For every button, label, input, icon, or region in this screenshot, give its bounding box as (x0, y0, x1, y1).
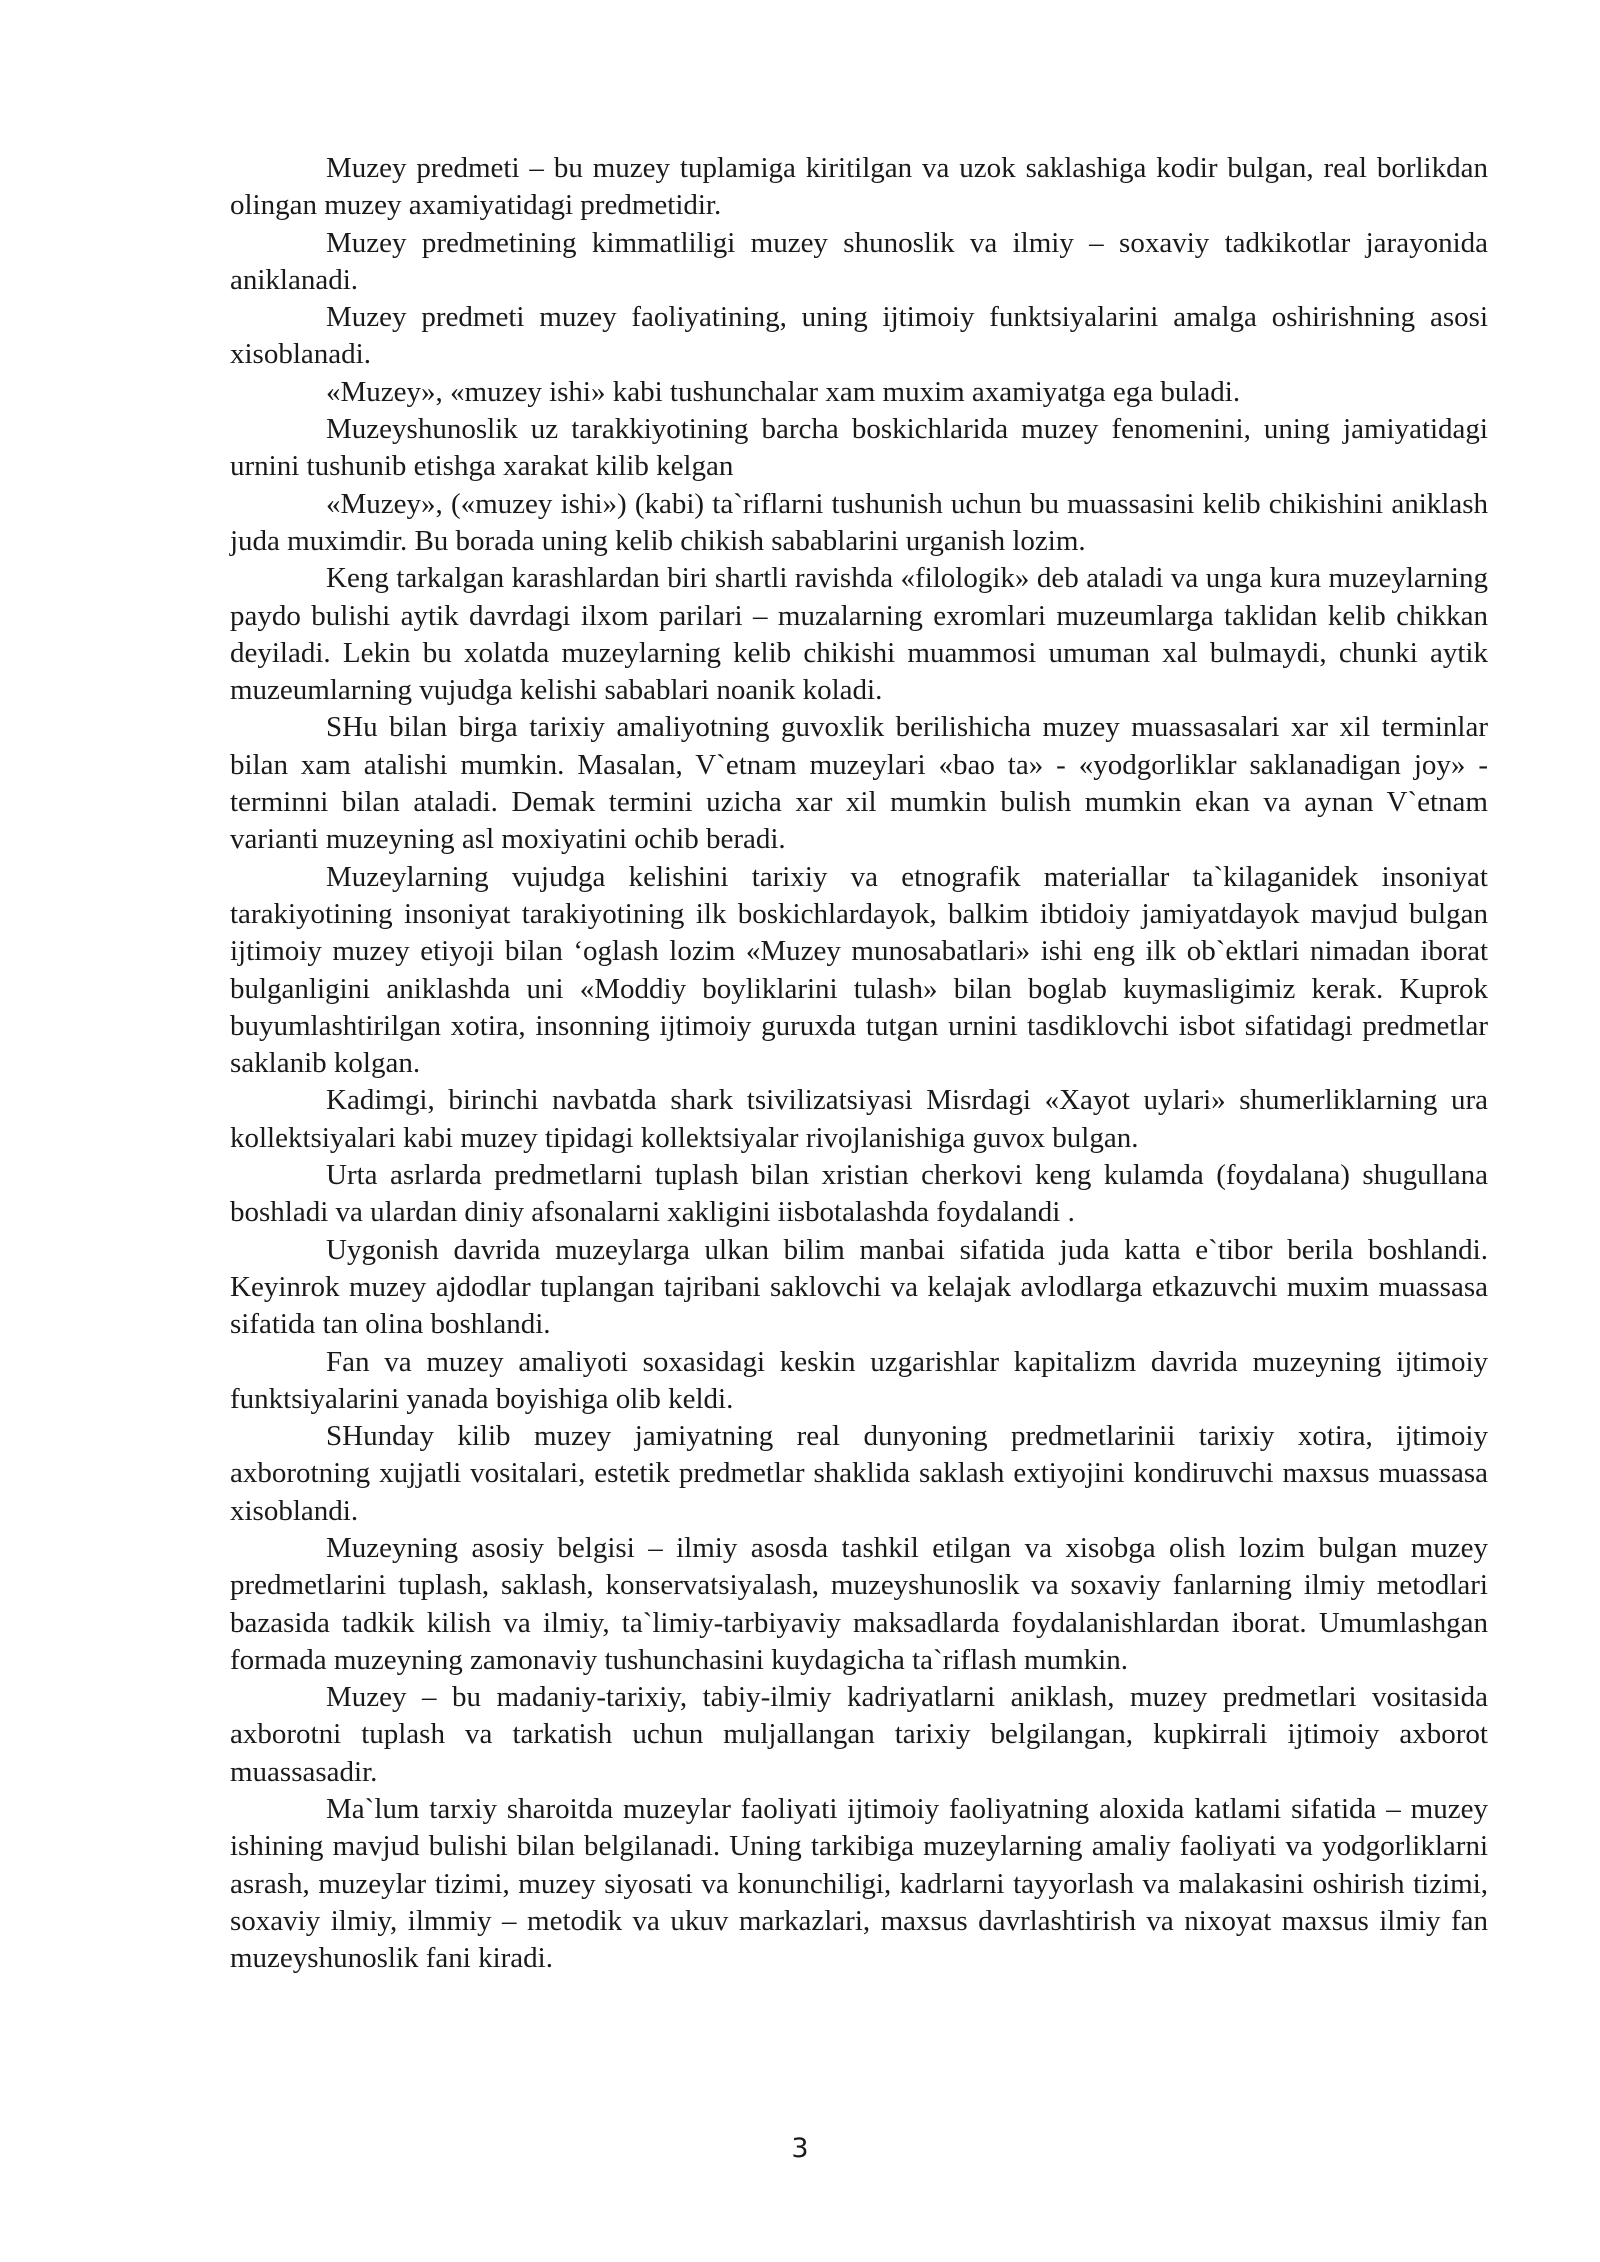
paragraph: Muzey predmeti – bu muzey tuplamiga kiritilgan va uzok saklashiga kodir bulgan, real borlikdan olingan muzey axamiyatidagi predmetidir. (230, 152, 1488, 222)
paragraph: Muzeyshunoslik uz tarakkiyotining barcha boskichlarida muzey fenomenini, uning jamiyatidagi urnini tushunib etishga xarakat kilib kelgan (230, 413, 1488, 483)
paragraph: Keng tarkalgan karashlardan biri shartli ravishda «filologik» deb ataladi va unga kura muzeylarning paydo bulishi aytik davrdagi ilxom parilari – muzalarning exromlari muzeumlarga taklidan kelib chikkan deyiladi. Lekin bu xolatda muzeylarning kelib chikishi muammosi umuman xal bulmaydi, chunki aytik muzeumlarning vujudga kelishi sabablari noanik koladi. (230, 562, 1488, 707)
paragraph: Muzey predmetining kimmatliligi muzey shunoslik va ilmiy – soxaviy tadkikotlar jarayonida aniklanadi. (230, 226, 1488, 296)
paragraph: SHu bilan birga tarixiy amaliyotning guvoxlik berilishicha muzey muassasalari xar xil terminlar bilan xam atalishi mumkin. Masalan, V`etnam muzeylari «bao ta» - «yodgorliklar saklanadigan joy» - terminni bilan ataladi. Demak termini uzicha xar xil mumkin bulish mumkin ekan va aynan V`etnam varianti muzeyning asl moxiyatini ochib beradi. (230, 711, 1488, 856)
paragraph: Muzeylarning vujudga kelishini tarixiy va etnografik materiallar ta`kilaganidek insoniyat tarakiyotining insoniyat tarakiyotining ilk boskichlardayok, balkim ibtidoiy jamiyatdayok mavjud bulgan ijtimoiy muzey etiyoji bilan ‘oglash lozim «Muzey munosabatlari» ishi eng ilk ob`ektlari nimadan iborat bulganligini aniklashda uni «Moddiy boyliklarini tulash» bilan boglab kuymasligimiz kerak. Kuprok buyumlashtirilgan xotira, insonning ijtimoiy guruxda tutgan urnini tasdiklovchi isbot sifatidagi predmetlar saklanib kolgan. (230, 860, 1488, 1080)
paragraph: «Muzey», («muzey ishi») (kabi) ta`riflarni tushunish uchun bu muassasini kelib chikishini aniklash juda muximdir. Bu borada uning kelib chikish sabablarini urganish lozim. (230, 487, 1488, 557)
document-body (230, 150, 1488, 1978)
paragraph: Muzey predmeti muzey faoliyatining, uning ijtimoiy funktsiyalarini amalga oshirishning asosi xisoblanadi. (230, 301, 1488, 371)
paragraph: Muzey – bu madaniy-tarixiy, tabiy-ilmiy kadriyatlarni aniklash, muzey predmetlari vositasida axborotni tuplash va tarkatish uchun muljallangan tarixiy belgilangan, kupkirrali ijtimoiy axborot muassasadir. (230, 1681, 1488, 1788)
paragraph: Ma`lum tarxiy sharoitda muzeylar faoliyati ijtimoiy faoliyatning aloxida katlami sifatida – muzey ishining mavjud bulishi bilan belgilanadi. Uning tarkibiga muzeylarning amaliy faoliyati va yodgorliklarni asrash, muzeylar tizimi, muzey siyosati va konunchiligi, kadrlarni tayyorlash va malakasini oshirish tizimi, soxaviy ilmiy, ilmmiy – metodik va ukuv markazlari, maxsus davrlashtirish va nixoyat maxsus ilmiy fan muzeyshunoslik fani kiradi. (230, 1793, 1488, 1975)
paragraph: «Muzey», «muzey ishi» kabi tushunchalar xam muxim axamiyatga ega buladi. (326, 375, 1241, 408)
paragraph: SHunday kilib muzey jamiyatning real dunyoning predmetlarinii tarixiy xotira, ijtimoiy axborotning xujjatli vositalari, estetik predmetlar shaklida saklash extiyojini kondiruvchi maxsus muassasa xisoblandi. (230, 1420, 1488, 1527)
paragraph: Kadimgi, birinchi navbatda shark tsivilizatsiyasi Misrdagi «Xayot uylari» shumerliklarning ura kollektsiyalari kabi muzey tipidagi kollektsiyalar rivojlanishiga guvox bulgan. (230, 1084, 1488, 1154)
paragraph: Muzeyning asosiy belgisi – ilmiy asosda tashkil etilgan va xisobga olish lozim bulgan muzey predmetlarini tuplash, saklash, konservatsiyalash, muzeyshunoslik va soxaviy fanlarning ilmiy metodlari bazasida tadkik kilish va ilmiy, ta`limiy-tarbiyaviy maksadlarda foydalanishlardan iborat. Umumlashgan formada muzeyning zamonaviy tushunchasini kuydagicha ta`riflash mumkin. (230, 1531, 1488, 1676)
page-number: 3 (791, 2133, 809, 2164)
paragraph: Fan va muzey amaliyoti soxasidagi keskin uzgarishlar kapitalizm davrida muzeyning ijtimoiy funktsiyalarini yanada boyishiga olib keldi. (230, 1345, 1488, 1415)
paragraph: Uygonish davrida muzeylarga ulkan bilim manbai sifatida juda katta e`tibor berila boshlandi. Keyinrok muzey ajdodlar tuplangan tajribani saklovchi va kelajak avlodlarga etkazuvchi muxim muassasa sifatida tan olina boshlandi. (230, 1233, 1488, 1341)
paragraph: Urta asrlarda predmetlarni tuplash bilan xristian cherkovi keng kulamda (foydalana) shugullana boshladi va ulardan diniy afsonalarni xakligini iisbotalashda foydalandi . (230, 1159, 1488, 1229)
